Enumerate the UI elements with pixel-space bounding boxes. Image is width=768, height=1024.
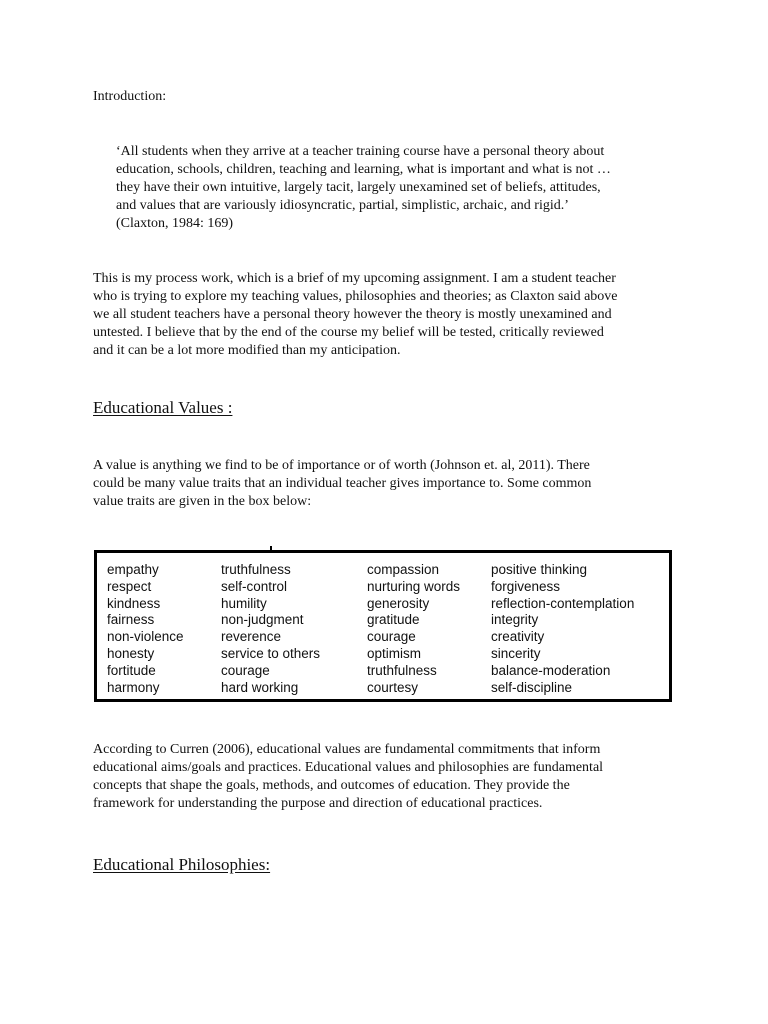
value-trait: self-discipline: [491, 679, 573, 695]
value-trait: kindness: [107, 595, 161, 611]
paragraph-line: According to Curren (2006), educational values are fundamental commitments that inform: [93, 742, 601, 757]
value-trait: generosity: [367, 595, 430, 611]
paragraph-line: untested. I believe that by the end of the course my belief will be tested, critically reviewed: [93, 325, 604, 340]
value-trait: creativity: [491, 629, 545, 645]
paragraph-line: we all student teachers have a personal theory however the theory is mostly unexamined and: [93, 307, 612, 322]
quote-line: education, schools, children, teaching and learning, what is important and what is not …: [116, 162, 611, 177]
paragraph-line: This is my process work, which is a brief of my upcoming assignment. I am a student teacher: [93, 271, 616, 286]
value-trait: courtesy: [367, 679, 419, 695]
value-trait: gratitude: [367, 612, 420, 628]
value-trait: fairness: [107, 612, 155, 628]
value-trait: empathy: [107, 562, 159, 577]
value-traits-column-3: [367, 562, 460, 696]
value-trait: non-violence: [107, 629, 184, 645]
value-traits-column-1: [107, 562, 184, 696]
value-trait: service to others: [221, 645, 321, 661]
value-trait: harmony: [107, 679, 160, 695]
educational-philosophies-heading: Educational Philosophies:: [93, 855, 271, 874]
value-trait: self-control: [221, 578, 288, 594]
value-trait: reflection-contemplation: [491, 595, 635, 611]
value-trait: truthfulness: [221, 562, 291, 577]
paragraph-line: framework for understanding the purpose and direction of educational practices.: [93, 796, 543, 811]
quote-citation: (Claxton, 1984: 169): [116, 216, 234, 231]
value-trait: non-judgment: [221, 612, 304, 628]
paragraph-line: concepts that shape the goals, methods, and outcomes of education. They provide the: [93, 778, 570, 793]
paragraph-line: A value is anything we find to be of importance or of worth (Johnson et. al, 2011). There: [93, 458, 590, 473]
value-trait: forgiveness: [491, 578, 561, 594]
value-trait: truthfulness: [367, 662, 437, 678]
claxton-quote: [116, 143, 676, 233]
values-paragraph: [93, 457, 591, 511]
quote-line: and values that are variously idiosyncratic, partial, simplistic, archaic, and rigid.’: [116, 198, 569, 213]
paragraph-line: and it can be a lot more modified than my anticipation.: [93, 343, 401, 358]
value-trait: fortitude: [107, 662, 156, 678]
value-trait: hard working: [221, 679, 299, 695]
quote-line: they have their own intuitive, largely tacit, largely unexamined set of beliefs, attitudes,: [116, 180, 601, 195]
intro-paragraph: [93, 270, 618, 360]
paragraph-line: value traits are given in the box below:: [93, 494, 312, 509]
introduction-heading: Introduction:: [93, 89, 167, 104]
value-trait: respect: [107, 578, 152, 594]
value-traits-column-4: [491, 562, 634, 696]
value-trait: balance-moderation: [491, 662, 611, 678]
value-trait: sincerity: [491, 645, 541, 661]
value-trait: integrity: [491, 612, 539, 628]
paragraph-line: could be many value traits that an individual teacher gives importance to. Some common: [93, 476, 592, 491]
value-traits-column-2: [221, 562, 320, 696]
value-trait: honesty: [107, 645, 155, 661]
value-trait: nurturing words: [367, 578, 461, 594]
quote-line: ‘All students when they arrive at a teacher training course have a personal theory about: [116, 144, 605, 159]
educational-values-heading: Educational Values :: [93, 398, 233, 417]
curren-paragraph: [93, 741, 603, 813]
value-trait: compassion: [367, 562, 440, 577]
value-traits-box: [94, 550, 672, 702]
paragraph-line: educational aims/goals and practices. Educational values and philosophies are fundamental: [93, 760, 604, 775]
value-trait: reverence: [221, 629, 282, 645]
value-trait: positive thinking: [491, 562, 588, 577]
value-trait: humility: [221, 595, 267, 611]
value-trait: courage: [367, 629, 416, 645]
paragraph-line: who is trying to explore my teaching values, philosophies and theories; as Claxton said above: [93, 289, 618, 304]
value-trait: courage: [221, 662, 270, 678]
value-trait: optimism: [367, 645, 422, 661]
